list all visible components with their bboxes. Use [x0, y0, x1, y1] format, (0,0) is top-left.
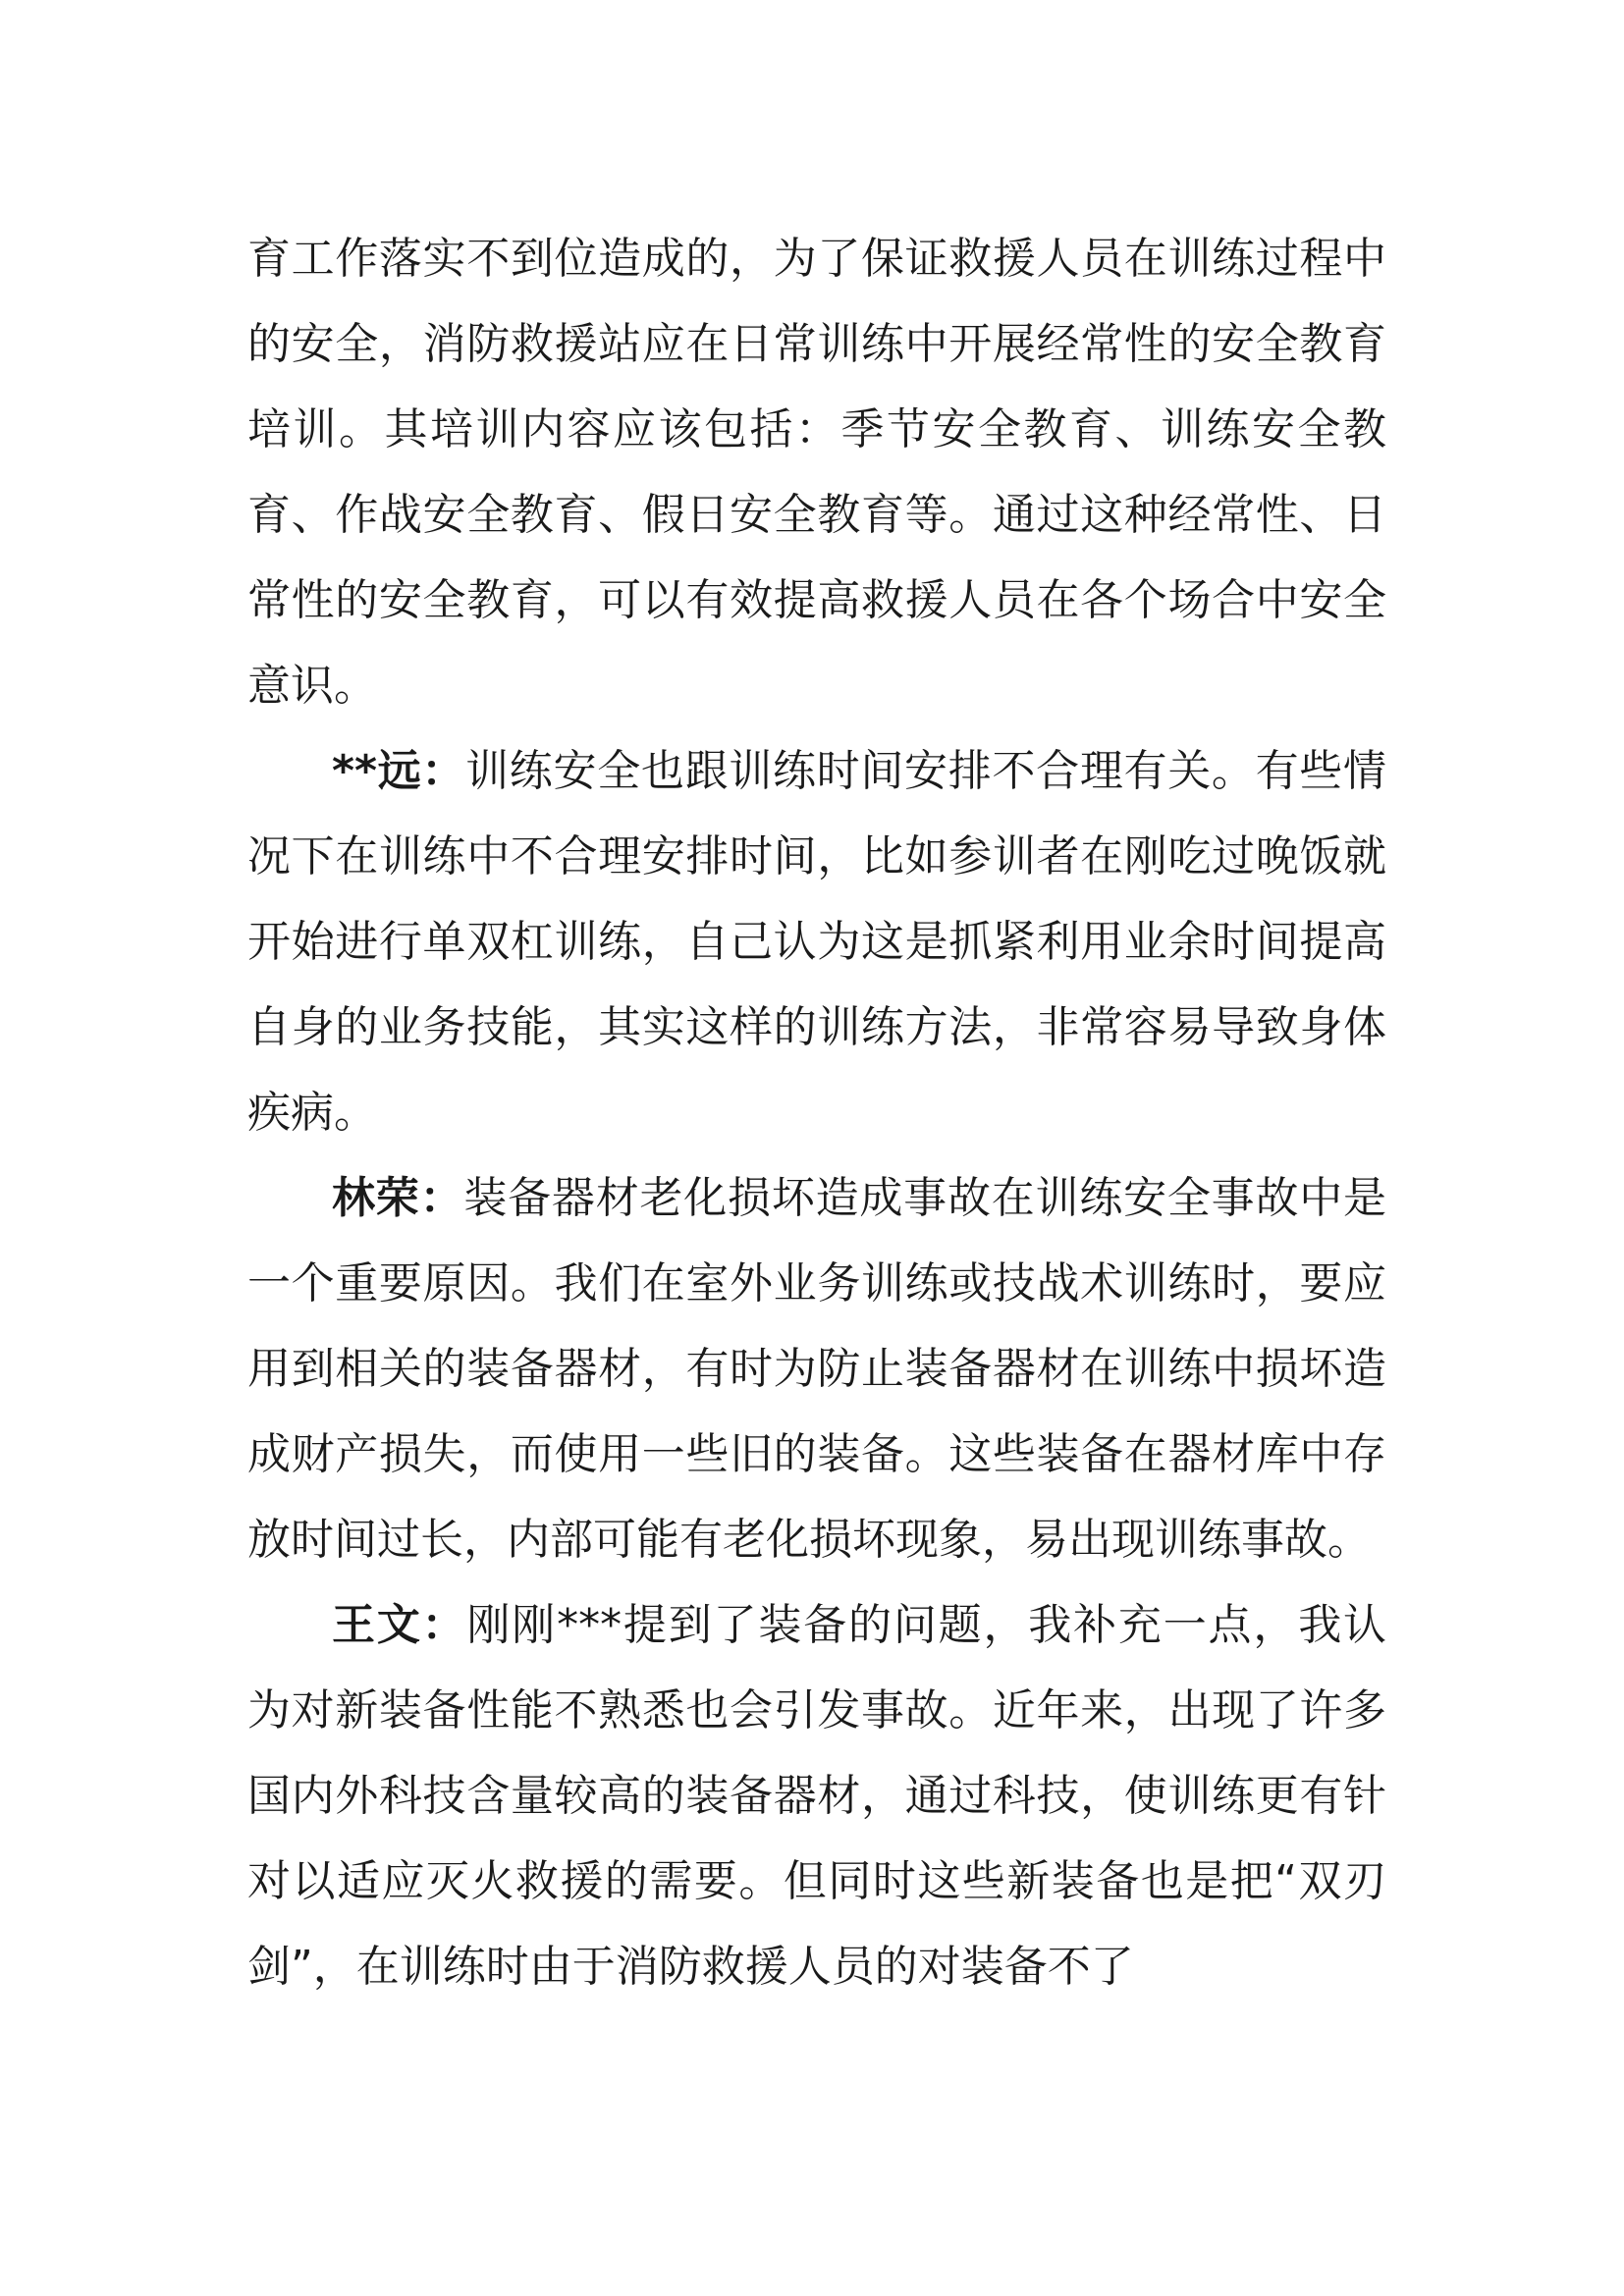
- paragraph-text: 刚刚***提到了装备的问题，我补充一点，我认为对新装备性能不熟悉也会引发事故。近年来，出现了许多国内外科技含量较高的装备器材，通过科技，使训练更有针对以适应灭火救援的需要。但同时这些新装备也是把“双刃剑”，在训练时由于消防救援人员的对装备不了: [247, 1600, 1387, 1992]
- paragraph-speaker-linrong: [247, 1155, 1386, 1582]
- speaker-name: 王文：: [332, 1600, 467, 1650]
- paragraph-text: 装备器材老化损坏造成事故在训练安全事故中是一个重要原因。我们在室外业务训练或技战术训练时，要应用到相关的装备器材，有时为防止装备器材在训练中损坏造成财产损失，而使用一些旧的装备。这些装备在器材库中存放时间过长，内部可能有老化损坏现象，易出现训练事故。: [247, 1173, 1387, 1565]
- speaker-name: 林荣：: [332, 1173, 464, 1223]
- paragraph-speaker-yuan: [247, 728, 1386, 1155]
- document-body: [247, 216, 1386, 2009]
- speaker-name: **远：: [332, 746, 466, 796]
- paragraph-continuation: [247, 216, 1386, 728]
- paragraph-speaker-wangwen: [247, 1582, 1386, 2009]
- paragraph-text: 育工作落实不到位造成的，为了保证救援人员在训练过程中的安全，消防救援站应在日常训练中开展经常性的安全教育培训。其培训内容应该包括：季节安全教育、训练安全教育、作战安全教育、假日安全教育等。通过这种经常性、日常性的安全教育，可以有效提高救援人员在各个场合中安全意识。: [247, 234, 1386, 711]
- paragraph-text: 训练安全也跟训练时间安排不合理有关。有些情况下在训练中不合理安排时间，比如参训者在刚吃过晚饭就开始进行单双杠训练，自己认为这是抓紧利用业余时间提高自身的业务技能，其实这样的训练方法，非常容易导致身体疾病。: [247, 746, 1386, 1138]
